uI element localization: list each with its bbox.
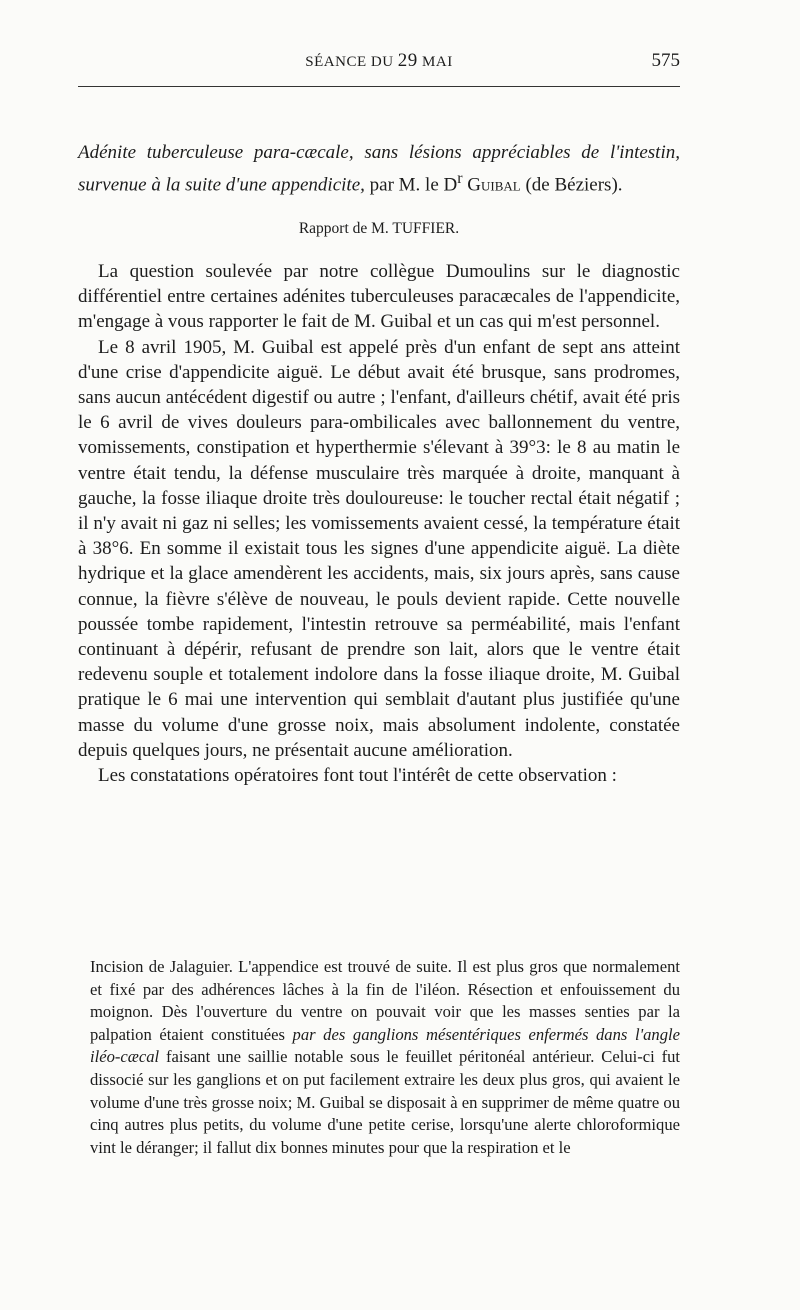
paragraph: Le 8 avril 1905, M. Guibal est appelé près d'un enfant de sept ans atteint d'une crise d'appendicite aiguë. Le début avait été brusque, sans prodromes, sans aucun antécédent digestif ou autre ; l'enfant, d'ailleurs chétif, avait été pris le 6 avril de vives douleurs para-ombilicales avec ballonnement du ventre, vomissements, constipation et hyperthermie s'élevant à 39°3: le 8 au matin le ventre était tendu, la défense musculaire très marquée à droite, manquant à gauche, la fosse iliaque droite très douloureuse: le toucher rectal était négatif ; il n'y avait ni gaz ni selles; les vomissements avaient cessé, la température était à 38°6. En somme il existait tous les signes d'une appendicite aiguë. La diète hydrique et la glace amendèrent les accidents, mais, six jours après, sans cause connue, la fièvre s'élève de nouveau, le pouls devient rapide. Cette nouvelle poussée tombe rapidement, l'intestin retrouve sa perméabilité, mais l'enfant continuant à dépérir, refusant de prendre son lait, alors que le ventre était redevenu souple et totalement indolore dans la fosse iliaque droite, M. Guibal pratique le 6 mai une intervention qui semblait d'autant plus justifiée qu'une masse du volume d'une grosse noix, mais absolument indolente, constatée depuis quelques jours, ne présentait aucune amélioration. [78, 336, 680, 761]
page-number: 575 [651, 50, 680, 71]
article-author: Guibal [467, 174, 521, 196]
rapport-line: Rapport de M. TUFFIER. [298, 220, 460, 237]
paragraph: La question soulevée par notre collègue Dumoulins sur le diagnostic différentiel entre certaines adénites tuberculeuses paracæcales de l'appendicite, m'engage à vous rapporter le fait de M. Guibal et un cas qui m'est personnel. [78, 261, 680, 333]
observation-text [90, 956, 680, 1159]
paragraph: Les constatations opératoires font tout l'intérêt de cette observation : [98, 765, 617, 787]
article-byline: par M. le D [369, 174, 458, 196]
running-title-part-a: SÉANCE DU [305, 54, 394, 70]
observation-paragraph [90, 956, 680, 1159]
article-byline-sup: r [457, 170, 463, 187]
observation-part-2: faisant une saillie notable sous le feuillet péritonéal antérieur. Celui-ci fut dissocié sur les ganglions et on put facilement extraire les deux plus gros, qui avaient le volume d'une très grosse noix; M. Guibal se disposait à en supprimer de même quatre ou cinq autres plus petits, du volume d'une petite cerise, lorsqu'une alerte chloroformique vint le déranger; il fallut dix bonnes minutes pour que la respiration et le [90, 1047, 681, 1157]
running-title-day: 29 [397, 50, 418, 71]
running-title [78, 50, 680, 72]
body-text [78, 259, 680, 788]
observation-italic: par des ganglions mésentériques enfermés dans l'angle iléo-cæcal [90, 1024, 680, 1067]
observation-part-1: Incision de Jalaguier. L'appendice est trouvé de suite. Il est plus gros que normalement et fixé par des adhérences lâches à la fin de l'iléon. Résection et enfouissement du moignon. Dès l'ouverture du ventre on pouvait voir que les masses senties par la palpation étaient constituées [90, 957, 680, 1044]
article-location: (de Béziers). [525, 174, 623, 196]
running-title-part-b: MAI [422, 54, 453, 70]
running-header [78, 50, 680, 72]
header-rule [78, 86, 680, 87]
article-title [78, 140, 680, 198]
article-title-italic: Adénite tuberculeuse para-cæcale, sans lésions appréciables de l'intestin, survenue à la suite d'une appendicite, [78, 142, 680, 196]
